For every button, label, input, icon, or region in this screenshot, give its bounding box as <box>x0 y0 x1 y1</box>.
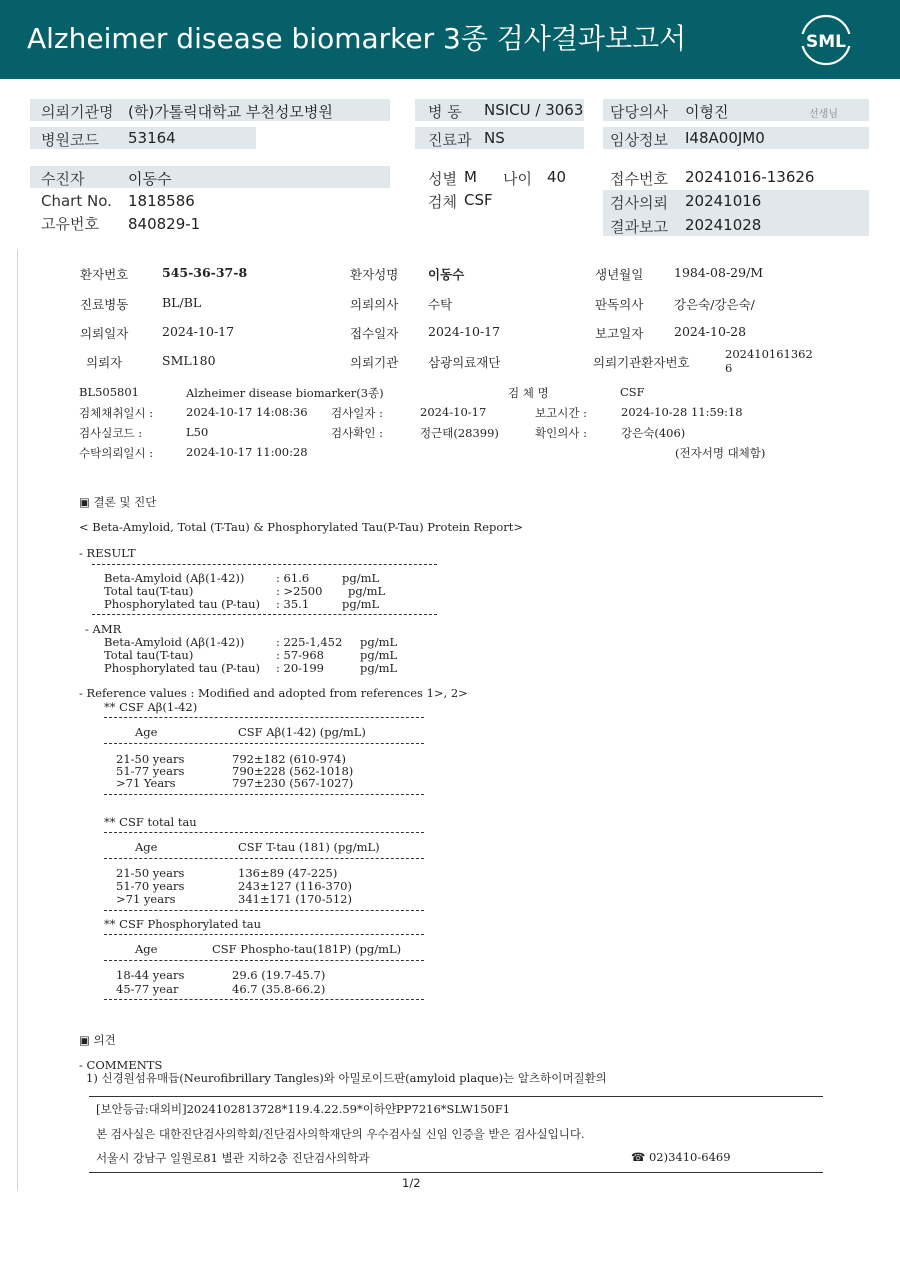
receipt-no-label: 접수번호 <box>610 170 668 188</box>
sex-label: 성별 <box>428 170 457 188</box>
divider <box>104 960 424 961</box>
esign-note: (전자서명 대체함) <box>675 446 766 460</box>
reader-label: 판독의사 <box>595 297 644 312</box>
req-inst-value: (학)가톨릭대학교 부천성모병원 <box>128 103 333 121</box>
conclusion-title: ▣ 결론 및 진단 <box>79 495 157 509</box>
header-bar <box>0 0 900 79</box>
sml-logo-icon <box>798 12 854 68</box>
ref-col-age: Age <box>135 942 158 956</box>
result-name: Total tau(T-tau) <box>104 584 194 598</box>
specimen-value: CSF <box>464 191 493 209</box>
amr-name: Total tau(T-tau) <box>104 648 194 662</box>
result-heading: - RESULT <box>79 546 136 560</box>
requester-label: 의뢰자 <box>86 355 123 370</box>
ref-row-value: 29.6 (19.7-45.7) <box>232 968 326 982</box>
amr-unit: pg/mL <box>360 635 398 649</box>
req-org-pt-value: 202410161362 <box>725 347 813 361</box>
doctor-label: 담당의사 <box>610 103 668 121</box>
result-unit: pg/mL <box>342 597 380 611</box>
divider <box>104 934 424 935</box>
age-value: 40 <box>547 168 567 186</box>
pt-no-value: 545-36-37-8 <box>162 265 248 280</box>
amr-name: Phosphorylated tau (P-tau) <box>104 661 261 675</box>
comment-line: 1) 신경원섬유매듭(Neurofibrillary Tangles)와 아밀로이드판(amyloid plaque)는 알츠하이머질환의 <box>86 1071 607 1085</box>
confirm-doc-label: 확인의사 : <box>535 426 587 440</box>
dept-value: NS <box>484 129 505 147</box>
chart-label: Chart No. <box>41 192 112 210</box>
result-name: Beta-Amyloid (Aβ(1-42)) <box>104 571 245 585</box>
dept-label: 진료과 <box>428 131 472 149</box>
lab-code-label: 검사실코드 : <box>79 426 143 440</box>
unique-value: 840829-1 <box>128 215 201 233</box>
amr-heading: - AMR <box>85 622 122 636</box>
collect-value: 2024-10-17 14:08:36 <box>186 405 308 419</box>
divider <box>92 614 437 615</box>
opinion-title: ▣ 의견 <box>79 1033 116 1047</box>
ref-row-value: 243±127 (116-370) <box>238 879 352 893</box>
ward-label: 병 동 <box>428 103 462 121</box>
ref-heading: - Reference values : Modified and adopted from references 1>, 2> <box>79 686 468 700</box>
rpt-date-label: 보고일자 <box>595 326 644 341</box>
report-time-label: 보고시간 : <box>535 406 587 420</box>
pt-name-label: 환자성명 <box>350 267 399 282</box>
req-org-label: 의뢰기관 <box>350 355 399 370</box>
report-date-label: 결과보고 <box>610 218 668 236</box>
ref-col-age: Age <box>135 840 158 854</box>
req-date2-label: 의뢰일자 <box>80 326 129 341</box>
confirm-value: 정근태(28399) <box>420 426 499 440</box>
req-doctor-value: 수탁 <box>428 297 453 312</box>
ref-row-age: 21-50 years <box>116 866 185 880</box>
req-org-value: 삼광의료재단 <box>428 355 501 370</box>
amr-value: : 225-1,452 <box>276 635 343 649</box>
report-title: Alzheimer disease biomarker 3종 검사결과보고서 <box>27 22 687 55</box>
rcv-date-value: 2024-10-17 <box>428 324 501 339</box>
ward-value: NSICU / 3063 <box>484 101 584 119</box>
ref-row-age: 51-77 years <box>116 764 185 778</box>
comments-heading: - COMMENTS <box>79 1058 163 1072</box>
lab-code-value: L50 <box>186 425 209 439</box>
clin-info-label: 임상정보 <box>610 131 668 149</box>
ref-row-age: 45-77 year <box>116 982 179 996</box>
ward2-label: 진료병동 <box>80 297 129 312</box>
divider <box>92 564 437 565</box>
patient-label: 수진자 <box>41 170 85 188</box>
ref-row-value: 790±228 (562-1018) <box>232 764 354 778</box>
consign-label: 수탁의뢰일시 : <box>79 446 154 460</box>
specimen-name-value: CSF <box>620 385 645 399</box>
pt-no-label: 환자번호 <box>80 267 129 282</box>
dob-label: 생년월일 <box>595 267 644 282</box>
security-line: [보안등급:대외비]2024102813728*119.4.22.59*이하얀PP7216*SLW150F1 <box>96 1102 511 1116</box>
req-doctor-label: 의뢰의사 <box>350 297 399 312</box>
ref-row-value: 341±171 (170-512) <box>238 892 352 906</box>
hosp-code-label: 병원코드 <box>41 131 99 149</box>
ref-row-age: >71 Years <box>116 776 176 790</box>
page-number: 1/2 <box>402 1176 421 1190</box>
age-label: 나이 <box>503 170 532 188</box>
amr-unit: pg/mL <box>360 661 398 675</box>
test-date-value: 2024-10-17 <box>420 405 487 419</box>
lab-phone: ☎ 02)3410-6469 <box>631 1150 731 1164</box>
result-unit: pg/mL <box>348 584 386 598</box>
reader-value: 강은숙/강은숙/ <box>674 297 755 312</box>
test-code: BL505801 <box>79 385 139 399</box>
ref-row-age: >71 years <box>116 892 176 906</box>
rpt-date-value: 2024-10-28 <box>674 324 747 339</box>
collect-label: 검체채취일시 : <box>79 406 154 420</box>
amr-unit: pg/mL <box>360 648 398 662</box>
ref-col-value: CSF Aβ(1-42) (pg/mL) <box>238 725 366 739</box>
confirm-label: 검사확인 : <box>331 426 383 440</box>
result-unit: pg/mL <box>342 571 380 585</box>
report-date-value: 20241028 <box>685 216 762 234</box>
divider <box>104 858 424 859</box>
result-name: Phosphorylated tau (P-tau) <box>104 597 261 611</box>
specimen-name-label: 검 체 명 <box>508 386 549 400</box>
pt-name-value: 이동수 <box>428 267 465 282</box>
confirm-doc-value: 강은숙(406) <box>621 426 686 440</box>
req-date-label: 검사의뢰 <box>610 194 668 212</box>
ref-row-value: 46.7 (35.8-66.2) <box>232 982 326 996</box>
footer-divider <box>89 1172 823 1173</box>
req-org-pt-value-2: 6 <box>725 361 733 375</box>
req-org-pt-label: 의뢰기관환자번호 <box>593 355 690 370</box>
chart-value: 1818586 <box>128 192 195 210</box>
result-value: : 61.6 <box>276 571 310 585</box>
divider <box>104 717 424 718</box>
doctor-value: 이형진 <box>685 103 729 121</box>
ward2-value: BL/BL <box>162 295 202 310</box>
ref-row-value: 136±89 (47-225) <box>238 866 338 880</box>
divider <box>104 794 424 795</box>
ref-col-age: Age <box>135 725 158 739</box>
rcv-date-label: 접수일자 <box>350 326 399 341</box>
consign-value: 2024-10-17 11:00:28 <box>186 445 308 459</box>
lab-address: 서울시 강남구 일원로81 별관 지하2층 진단검사의학과 <box>96 1151 370 1165</box>
ref-col-value: CSF Phospho-tau(181P) (pg/mL) <box>212 942 402 956</box>
ref-col-value: CSF T-tau (181) (pg/mL) <box>238 840 380 854</box>
hosp-code-value: 53164 <box>128 129 176 147</box>
footer-divider <box>89 1096 823 1097</box>
report-subtitle: < Beta-Amyloid, Total (T-Tau) & Phosphorylated Tau(P-Tau) Protein Report> <box>79 520 524 534</box>
req-date2-value: 2024-10-17 <box>162 324 235 339</box>
specimen-label: 검체 <box>428 193 457 211</box>
sex-value: M <box>464 168 477 186</box>
amr-name: Beta-Amyloid (Aβ(1-42)) <box>104 635 245 649</box>
divider <box>104 999 424 1000</box>
ref-table-title: ** CSF total tau <box>104 815 197 829</box>
test-name: Alzheimer disease biomarker(3종) <box>186 386 384 400</box>
amr-value: : 57-968 <box>276 648 324 662</box>
dob-value: 1984-08-29/M <box>674 265 764 280</box>
amr-value: : 20-199 <box>276 661 324 675</box>
ref-table-title: ** CSF Aβ(1-42) <box>104 700 198 714</box>
ref-row-age: 18-44 years <box>116 968 185 982</box>
report-time-value: 2024-10-28 11:59:18 <box>621 405 743 419</box>
req-date-value: 20241016 <box>685 192 762 210</box>
req-inst-label: 의뢰기관명 <box>41 103 114 121</box>
patient-value: 이동수 <box>128 170 172 188</box>
ref-row-value: 797±230 (567-1027) <box>232 776 354 790</box>
page-border <box>17 250 18 1190</box>
divider <box>104 910 424 911</box>
ref-row-age: 21-50 years <box>116 752 185 766</box>
result-value: : 35.1 <box>276 597 310 611</box>
certification-line: 본 검사실은 대한진단검사의학회/진단검사의학재단의 우수검사실 신임 인증을 받은 검사실입니다. <box>96 1127 585 1141</box>
divider <box>104 832 424 833</box>
ref-row-age: 51-70 years <box>116 879 185 893</box>
test-date-label: 검사일자 : <box>331 406 383 420</box>
ref-row-value: 792±182 (610-974) <box>232 752 346 766</box>
unique-label: 고유번호 <box>41 215 99 233</box>
result-value: : >2500 <box>276 584 323 598</box>
logo-text: SML <box>806 32 846 52</box>
doctor-suffix: 선생님 <box>809 109 838 120</box>
clin-info-value: I48A00JM0 <box>685 129 765 147</box>
ref-table-title: ** CSF Phosphorylated tau <box>104 917 261 931</box>
requester-value: SML180 <box>162 353 216 368</box>
divider <box>104 743 424 744</box>
receipt-no-value: 20241016-13626 <box>685 168 815 186</box>
